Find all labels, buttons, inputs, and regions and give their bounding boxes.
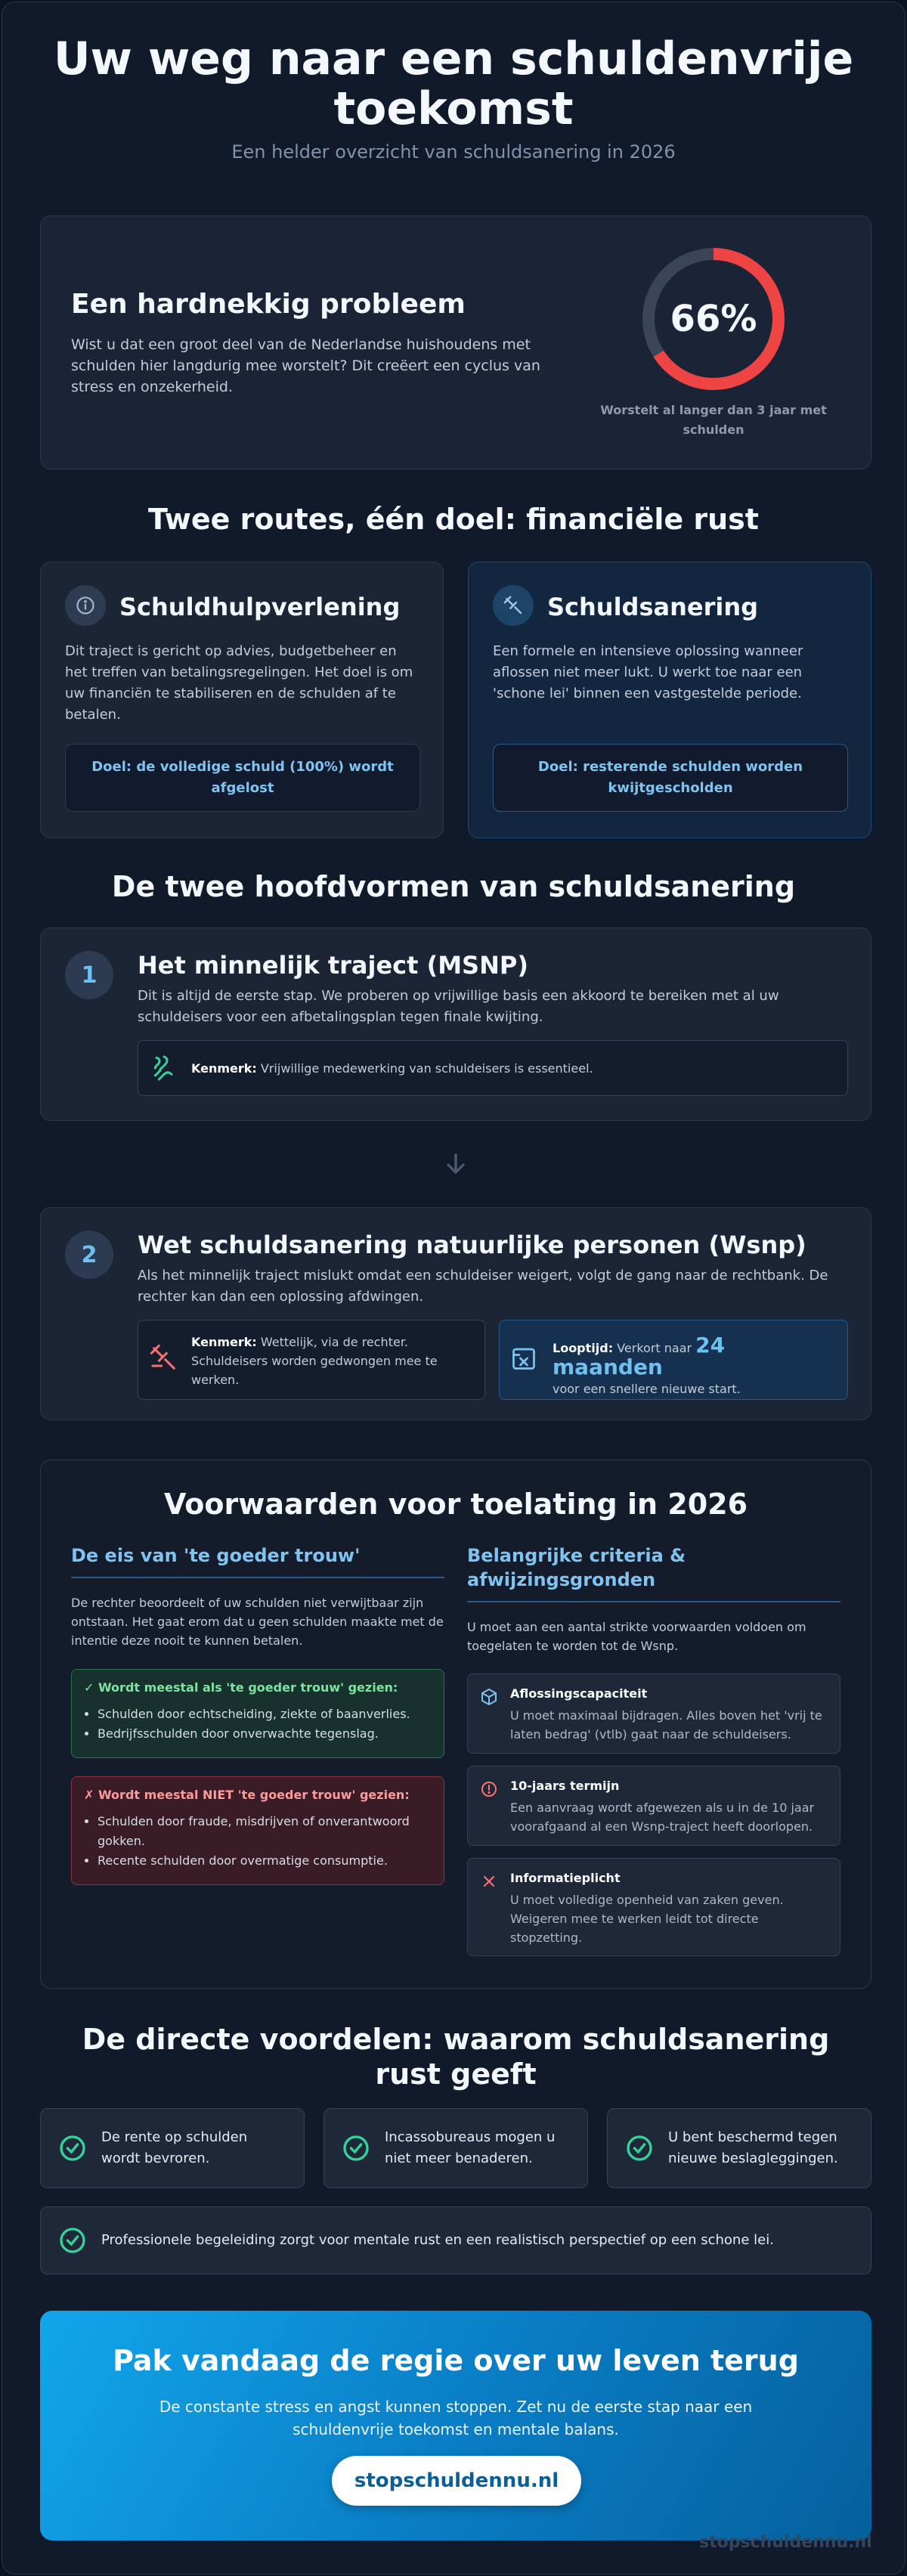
list-item: • Bedrijfsschulden door onverwachte tegenslag. [98,1724,445,1744]
page-subtitle: Een helder overzicht van schuldsanering in 2026 [231,141,676,163]
good-faith-title: De eis van 'te goeder trouw' [71,1545,361,1566]
route-text: Dit traject is gericht op advies, budgetbeheer en het treffen van betalingsregelingen. Het doel is om uw financiën te stabiliseren en de schulden af te betalen. [65,643,413,723]
criteria-item [467,1858,840,1956]
alert-circle-icon [480,1780,498,1798]
benefit-text: Incassobureaus mogen u niet meer benaderen. [385,2129,556,2166]
step-title: Wet schuldsanering natuurlijke personen (Wsnp) [138,1231,806,1259]
feature-box [138,1320,485,1400]
check-circle-icon [624,2133,655,2163]
duration-box [499,1320,848,1400]
divider [467,1601,840,1602]
benefit-text: U bent beschermd tegen nieuwe beslagleggingen. [668,2129,838,2166]
criteria-text: U moet aan een aantal strikte voorwaarden voldoen om toegelaten te worden tot de Wsnp. [467,1620,806,1653]
good-faith-no-title: ✗ Wordt meestal NIET 'te goeder trouw' gezien: [84,1788,410,1802]
feature-text: Kenmerk: Vrijwillige medewerking van schuldeisers is essentieel. [191,1061,593,1076]
arrow-down-icon [441,1150,471,1180]
criteria-item-title: Informatieplicht [510,1871,621,1885]
intro-text: Wist u dat een groot deel van de Nederlandse huishoudens met schulden hier langdurig mee worstelt? Dit creëert een cyclus van stress en onzekerheid. [71,336,540,395]
conditions-card [40,1460,871,1989]
divider [71,1577,444,1578]
page-title: Uw weg naar een schuldenvrije toekomst [53,33,854,135]
criteria-item-text: U moet volledige openheid van zaken geven. Weigeren mee te werken leidt tot directe stopzetting. [510,1893,784,1945]
check-circle-icon [57,2133,88,2163]
duration-value: 24 maanden [553,1333,726,1379]
cta-title: Pak vandaag de regie over uw leven terug [113,2344,799,2377]
route-text: Een formele en intensieve oplossing wanneer aflossen niet meer lukt. U werkt toe naar een 'schone lei' binnen een vastgestelde periode. [493,643,803,701]
cta-banner [40,2311,871,2540]
step-card-msnp [40,927,871,1121]
gavel-icon [493,585,534,626]
feature-box [138,1040,848,1096]
list-item: • Recente schulden door overmatige consumptie. [98,1851,445,1871]
website-button[interactable]: stopschuldennu.nl [332,2456,581,2506]
good-faith-no-box [71,1776,444,1885]
route-goal: Doel: resterende schulden worden kwijtgescholden [493,744,848,812]
x-icon [480,1872,498,1890]
calendar-x-icon [510,1345,537,1372]
step-text: Dit is altijd de eerste stap. We proberen op vrijwillige basis een akkoord te bereiken met al uw schuldeisers voor een afbetalingsplan tegen finale kwijting. [138,988,779,1025]
criteria-item-text: Een aanvraag wordt afgewezen als u in de 10 jaar voorafgaand al een Wsnp-traject heeft doorlopen. [510,1800,815,1834]
check-circle-icon [341,2133,371,2163]
good-faith-yes-box [71,1669,444,1758]
step-number: 1 [65,951,113,999]
benefit-card [323,2108,588,2188]
routes-heading: Twee routes, één doel: financiële rust [148,503,759,536]
criteria-item [467,1673,840,1754]
criteria-item-text: U moet maximaal bijdragen. Alles boven het 'vrij te laten bedrag' (vtlb) gaat naar de schuldeisers. [510,1708,822,1742]
route-goal: Doel: de volledige schuld (100%) wordt afgelost [65,744,420,812]
list-item: • Schulden door fraude, misdrijven of onverantwoord gokken. [98,1812,445,1851]
step-number: 2 [65,1231,113,1279]
criteria-item [467,1766,840,1846]
route-title: Schuldsanering [547,593,759,621]
criteria-item-title: Aflossingscapaciteit [510,1686,648,1701]
route-card-schuldsanering [468,562,871,838]
intro-title: Een hardnekkig probleem [71,289,466,320]
good-faith-yes-title: ✓ Wordt meestal als 'te goeder trouw' gezien: [84,1680,398,1695]
benefit-text: Professionele begeleiding zorgt voor mentale rust en een realistisch perspectief op een schone lei. [101,2232,774,2248]
duration-text: Looptijd: Verkort naar 24 maanden voor een snellere nieuwe start. [553,1333,741,1396]
cta-text: De constante stress en angst kunnen stoppen. Zet nu de eerste stap naar een schuldenvrije toekomst en mentale balans. [159,2398,753,2438]
benefit-card [607,2108,871,2188]
check-circle-icon [57,2225,88,2256]
benefit-text: De rente op schulden wordt bevroren. [101,2129,248,2166]
benefits-heading: De directe voordelen: waarom schuldsanering rust geeft [82,2023,830,2091]
cube-icon [480,1688,498,1706]
route-card-schuldhulpverlening [40,562,444,838]
benefit-card [40,2108,305,2188]
info-icon [65,585,106,626]
criteria-title: Belangrijke criteria & afwijzingsgronden [467,1545,686,1590]
watermark: stopschuldennu.nl [699,2533,872,2552]
feature-text: Kenmerk: Wettelijk, via de rechter. Schuldeisers worden gedwongen mee te werken. [191,1335,438,1387]
route-title: Schuldhulpverlening [119,593,401,621]
benefit-card [40,2206,871,2274]
stat-caption: Worstelt al langer dan 3 jaar met schulden [600,403,827,437]
step-card-wsnp [40,1207,871,1420]
step-text: Als het minnelijk traject mislukt omdat een schuldeiser weigert, volgt de gang naar de rechtbank. De rechter kan dan een oplossing afdwingen. [138,1268,828,1305]
stat-value: 66% [670,298,757,340]
step-title: Het minnelijk traject (MSNP) [138,951,528,980]
conditions-heading: Voorwaarden voor toelating in 2026 [163,1488,748,1521]
good-faith-text: De rechter beoordeelt of uw schulden niet verwijtbaar zijn ontstaan. Het gaat erom dat u geen schulden maakte met de intentie deze nooit te kunnen betalen. [71,1596,444,1648]
criteria-item-title: 10-jaars termijn [510,1779,620,1793]
handshake-icon [149,1053,179,1083]
intro-card [40,215,871,469]
infographic [2,2,905,2574]
broken-gavel-icon [149,1343,179,1373]
forms-heading: De twee hoofdvormen van schuldsanering [111,870,796,903]
list-item: • Schulden door echtscheiding, ziekte of baanverlies. [98,1704,445,1724]
